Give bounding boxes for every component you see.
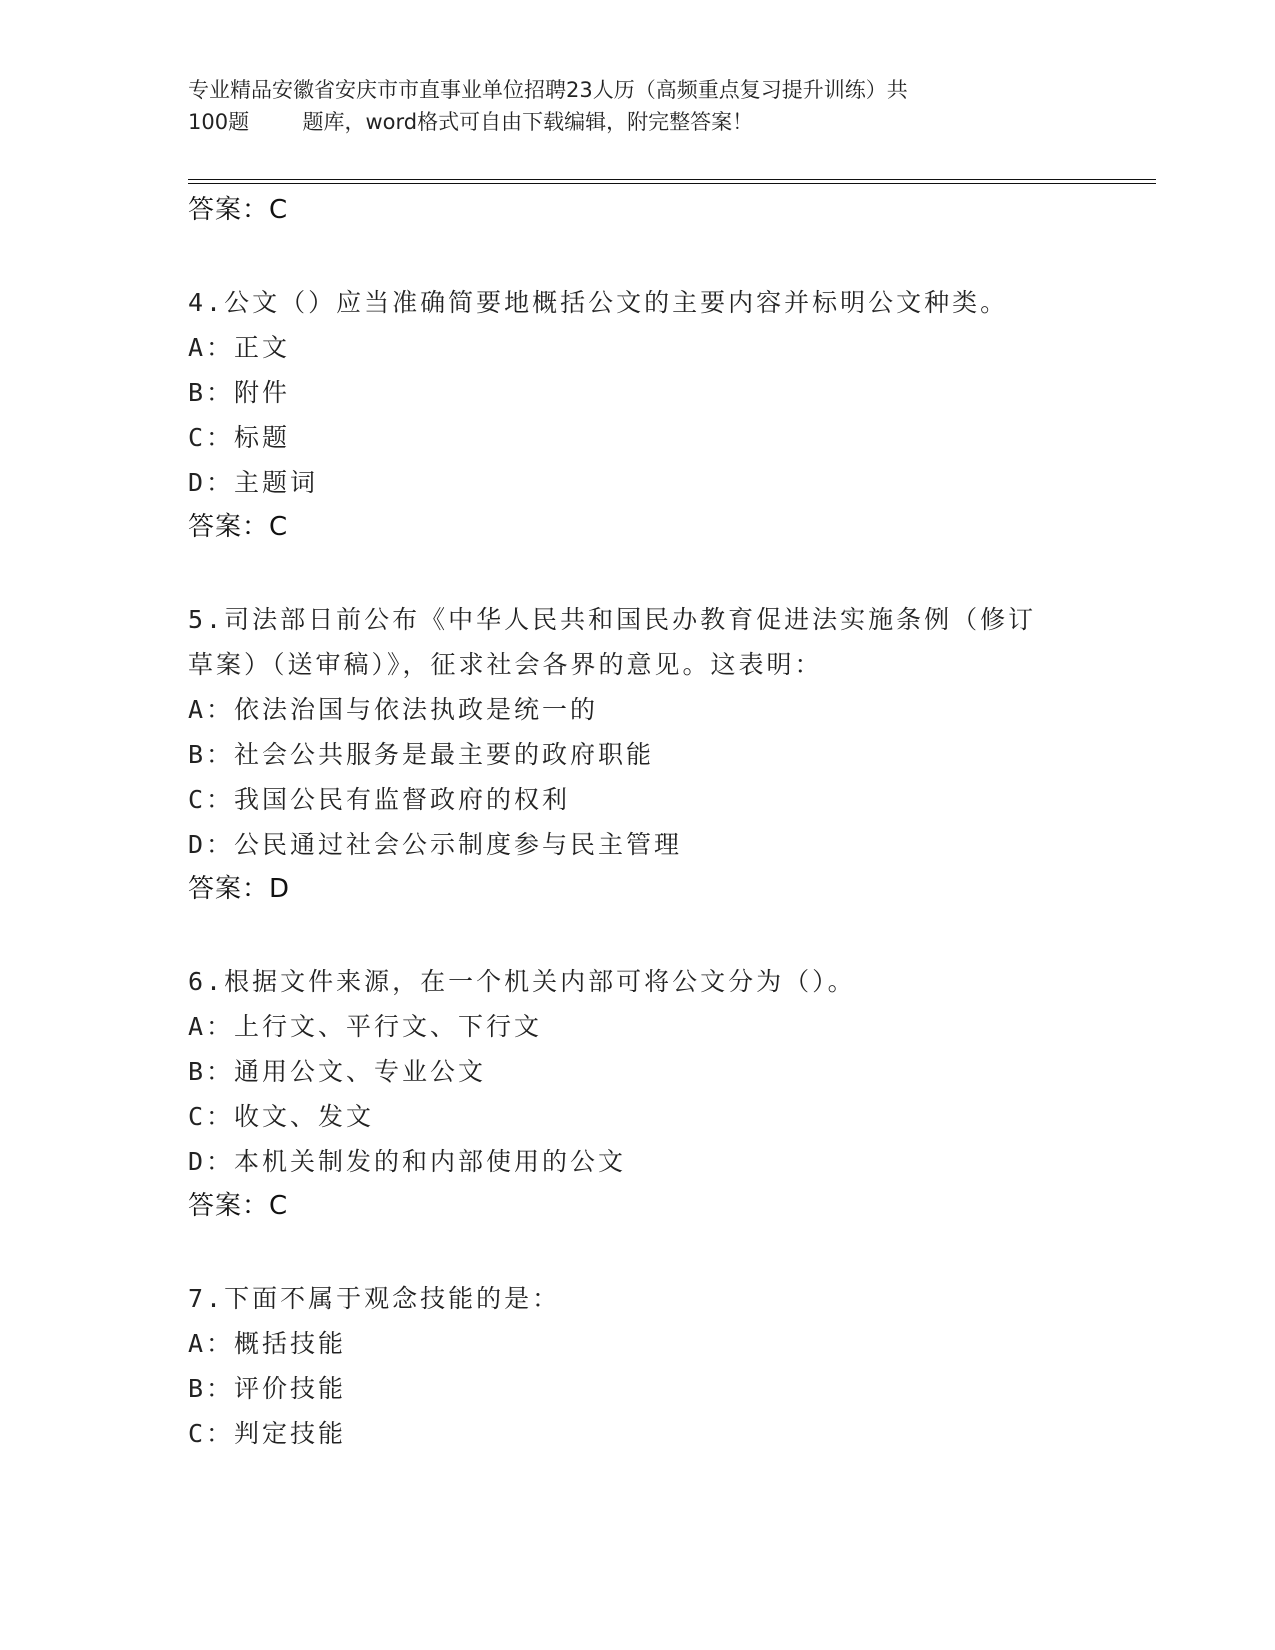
question-list — [188, 188, 1148, 1456]
question-stem: 4.公文（）应当准确简要地概括公文的主要内容并标明公文种类。 — [188, 288, 1009, 317]
question-stem: 6.根据文件来源，在一个机关内部可将公文分为（）。 — [188, 967, 856, 996]
header-divider — [188, 179, 1156, 180]
answer-option: C：收文、发文 — [188, 1102, 375, 1131]
answer-option: A：依法治国与依法执政是统一的 — [188, 695, 599, 724]
answer-option: B：社会公共服务是最主要的政府职能 — [188, 740, 655, 769]
header-divider-double — [188, 183, 1156, 184]
answer-option: C：我国公民有监督政府的权利 — [188, 785, 571, 814]
answer-label: 答案：C — [188, 512, 289, 542]
question-item — [188, 959, 1148, 1229]
answer-option: D：本机关制发的和内部使用的公文 — [188, 1147, 627, 1176]
answer-option: C：标题 — [188, 423, 291, 452]
question-stem: 7.下面不属于观念技能的是： — [188, 1284, 561, 1313]
answer-label: 答案：C — [188, 1191, 289, 1221]
answer-option: B：通用公文、专业公文 — [188, 1057, 487, 1086]
answer-option: B：附件 — [188, 378, 291, 407]
header-title-line-1: 专业精品安徽省安庆市市直事业单位招聘23人历（高频重点复习提升训练）共 — [188, 78, 908, 102]
answer-option: A：正文 — [188, 333, 291, 362]
question-stem: 草案）（送审稿）》，征求社会各界的意见。这表明： — [188, 650, 823, 679]
document-header — [188, 74, 1068, 138]
answer-option: D：公民通过社会公示制度参与民主管理 — [188, 830, 683, 859]
header-title-line-2: 100题 题库，word格式可自由下载编辑，附完整答案！ — [188, 110, 754, 134]
answer-option: A：概括技能 — [188, 1329, 347, 1358]
question-item — [188, 280, 1148, 550]
question-item — [188, 597, 1148, 912]
answer-option: C：判定技能 — [188, 1419, 347, 1448]
answer-label: 答案：D — [188, 874, 291, 904]
answer-option: A：上行文、平行文、下行文 — [188, 1012, 543, 1041]
answer-option: D：主题词 — [188, 468, 319, 497]
question-item — [188, 1276, 1148, 1456]
answer-option: B：评价技能 — [188, 1374, 347, 1403]
questions-container — [188, 280, 1148, 1456]
question-stem: 5.司法部日前公布《中华人民共和国民办教育促进法实施条例（修订 — [188, 605, 1037, 634]
answer-label: 答案：C — [188, 195, 289, 225]
